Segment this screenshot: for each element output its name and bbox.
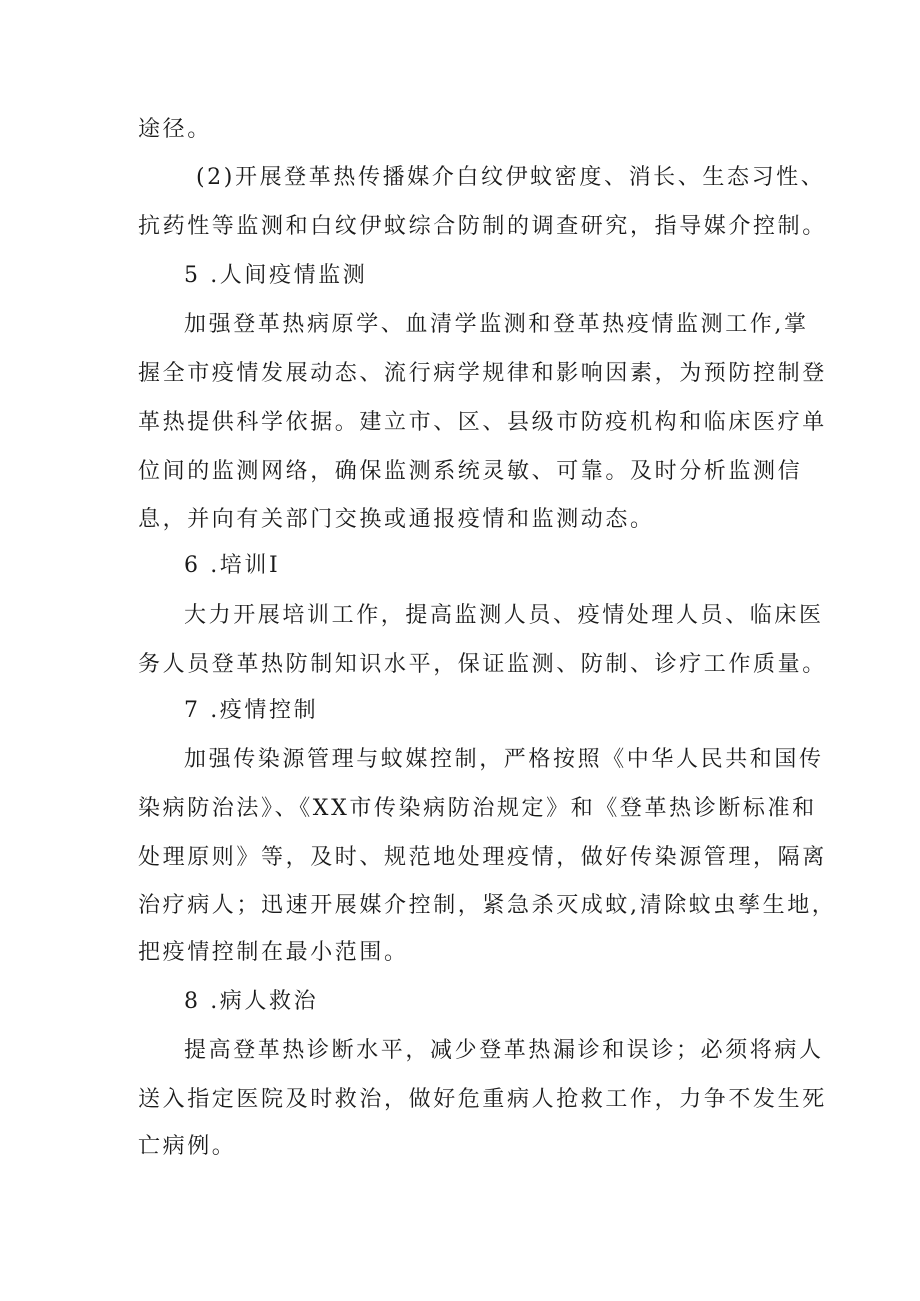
text-line: 送入指定医院及时救治，做好危重病人抢救工作，力争不发生死 [138,1087,827,1112]
text-line: 加强登革热病原学、血清学监测和登革热疫情监测工作,掌 [184,312,809,337]
text-line: 途径。 [138,117,212,142]
text-line: 亡病例。 [138,1134,237,1159]
text-line: 位间的监测网络，确保监测系统灵敏、可靠。及时分析监测信 [138,459,803,484]
text-line: 把疫情控制在最小范围。 [138,940,409,965]
text-line: 大力开展培训工作，提高监测人员、疫情处理人员、临床医 [184,603,824,628]
text-line: 治疗病人；迅速开展媒介控制，紧急杀灭成蚊,清除蚊虫孳生地， [138,893,837,918]
text-line: (2)开展登革热传播媒介白纹伊蚊密度、消长、生态习性、 [196,165,826,190]
text-line: 染病防治法》、《XX市传染病防治规定》和《登革热诊断标准和 [138,796,817,821]
text-line: 革热提供科学依据。建立市、区、县级市防疫机构和临床医疗单 [138,410,827,435]
text-line: 息，并向有关部门交换或通报疫情和监测动态。 [138,507,655,532]
text-line: 务人员登革热防制知识水平，保证监测、防制、诊疗工作质量。 [138,652,827,677]
text-line: 处理原则》等，及时、规范地处理疫情，做好传染源管理，隔离 [138,845,827,870]
section-heading: 8 .病人救治 [184,989,319,1014]
text-line: 加强传染源管理与蚊媒控制，严格按照《中华人民共和国传 [184,747,824,772]
section-heading: 5 .人间疫情监测 [184,263,368,288]
text-line: 握全市疫情发展动态、流行病学规律和影响因素，为预防控制登 [138,361,827,386]
section-heading: 7 .疫情控制 [184,698,319,723]
text-line: 抗药性等监测和白纹伊蚊综合防制的调查研究，指导媒介控制。 [138,214,827,239]
text-line: 提高登革热诊断水平，减少登革热漏诊和误诊；必须将病人 [184,1038,824,1063]
section-heading: 6 .培训I [184,553,281,578]
